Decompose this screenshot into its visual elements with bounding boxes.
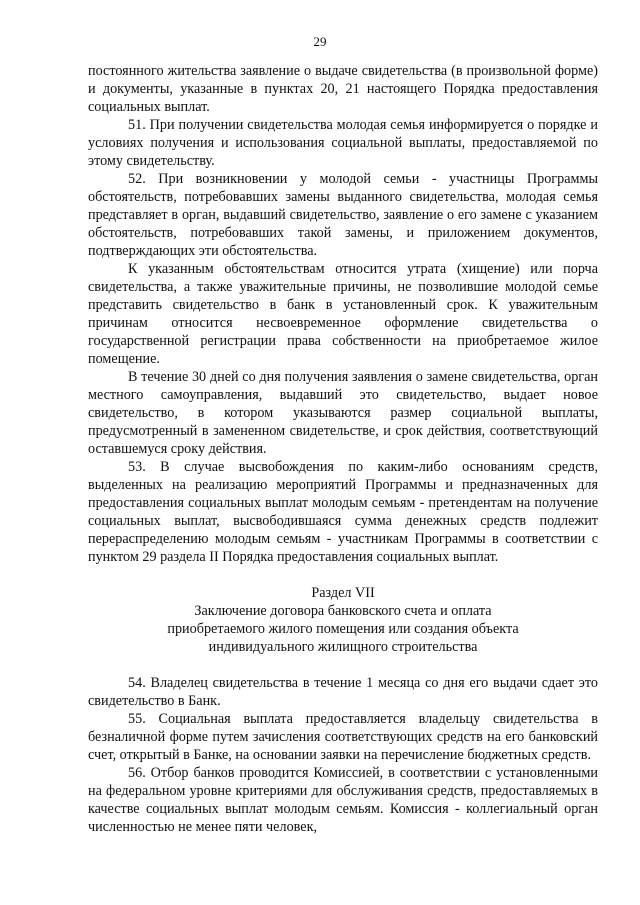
- section-title-line-1: Заключение договора банковского счета и оплата: [194, 603, 492, 619]
- paragraph-item-56: 56. Отбор банков проводится Комиссией, в соответствии с установленными на федеральном уровне критериями для обслуживания средств, предоставляемых в качестве социальных выплат молодым семьям. Комиссия - коллегиальный орган численностью не менее пяти человек,: [88, 765, 598, 835]
- paragraph-item-51: 51. При получении свидетельства молодая семья информируется о порядке и условиях получения и использования социальной выплаты, предоставляемой по этому свидетельству.: [88, 117, 598, 169]
- page-number: 29: [313, 34, 327, 49]
- section-title-line-2: приобретаемого жилого помещения или создания объекта: [167, 621, 519, 637]
- paragraph-item-55: 55. Социальная выплата предоставляется владельцу свидетельства в безналичной форме путем зачисления соответствующих средств на его банковский счет, открытый в Банке, на основании заявки на перечисление бюджетных средств.: [88, 711, 598, 763]
- paragraph-replacement-term: В течение 30 дней со дня получения заявления о замене свидетельства, орган местного самоуправления, выдавший это свидетельство, выдает новое свидетельство, в котором указываются размер социальной выплаты, предусмотренный в замененном свидетельстве, и срок действия, соответствующий оставшемуся сроку действия.: [88, 369, 598, 457]
- section-heading: [88, 584, 598, 656]
- section-label: Раздел VII: [311, 585, 375, 601]
- paragraph-item-54: 54. Владелец свидетельства в течение 1 месяца со дня его выдачи сдает это свидетельство в Банк.: [88, 675, 598, 709]
- spacer: [88, 566, 598, 584]
- spacer: [88, 656, 598, 674]
- paragraph-item-53: 53. В случае высвобождения по каким-либо основаниям средств, выделенных на реализацию мероприятий Программы и предназначенных для предоставления социальных выплат молодым семьям - претендентам на получение социальных выплат, высвободившаяся сумма денежных средств подлежит перераспределению молодым семьям - участникам Программы в соответствии с пунктом 29 раздела II Порядка предоставления социальных выплат.: [88, 459, 598, 565]
- paragraph-continuation: постоянного жительства заявление о выдаче свидетельства (в произвольной форме) и документы, указанные в пунктах 20, 21 настоящего Порядка предоставления социальных выплат.: [88, 63, 598, 115]
- section-title-line-3: индивидуального жилищного строительства: [208, 639, 478, 655]
- document-body: [88, 62, 598, 836]
- paragraph-item-52: 52. При возникновении у молодой семьи - участницы Программы обстоятельств, потребовавших замены выданного свидетельства, молодая семья представляет в орган, выдавший свидетельство, заявление о его замене с указанием обстоятельств, потребовавших такой замены, и приложением документов, подтверждающих эти обстоятельства.: [88, 171, 598, 259]
- paragraph-circumstances: К указанным обстоятельствам относится утрата (хищение) или порча свидетельства, а также уважительные причины, не позволившие молодой семье представить свидетельство в банк в установленный срок. К уважительным причинам относится несвоевременное оформление свидетельства о государственной регистрации права собственности на приобретаемое жилое помещение.: [88, 261, 598, 367]
